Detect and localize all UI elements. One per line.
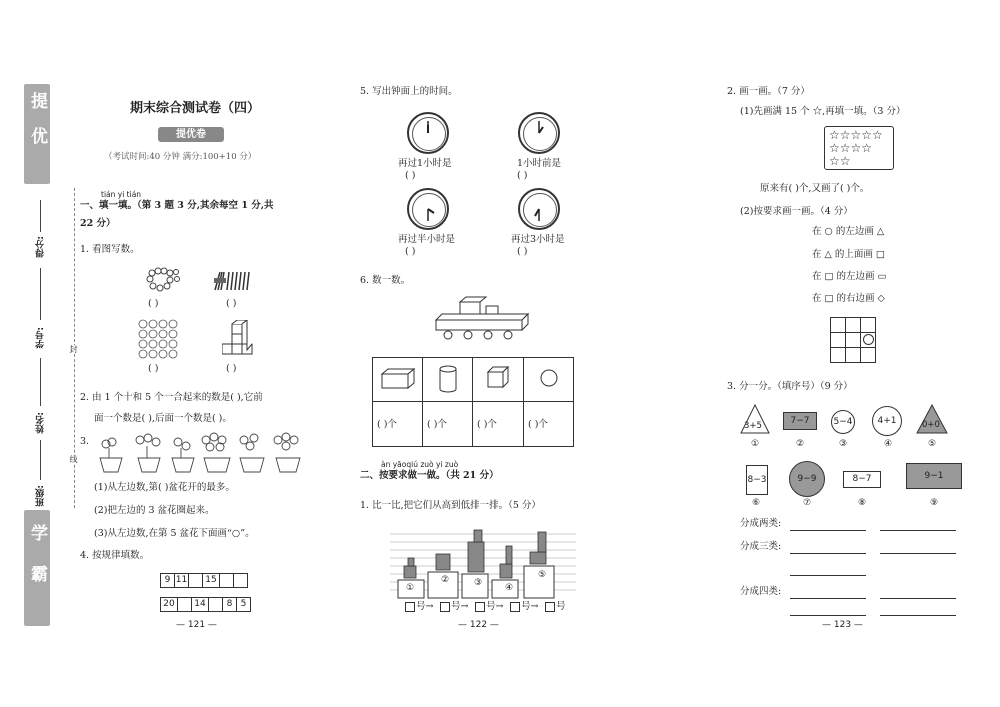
clock-2 [518, 112, 560, 154]
p3-q2-1-fill: 原来有( )个,又画了( )个。 [760, 183, 870, 194]
seq1-cell: 15 [202, 573, 220, 588]
card-num-9: ⑨ [929, 498, 939, 508]
q5-text: 5. 写出钟面上的时间。 [360, 86, 458, 97]
q3-part-a: (1)从左边数,第( )盆花开的最多。 [94, 482, 235, 493]
order-end: 号 [556, 601, 566, 612]
cuboid-icon [380, 368, 416, 390]
q3-part-b: (2)把左边的 3 盆花圈起来。 [94, 505, 215, 516]
four-class-label: 分成四类: [740, 586, 782, 597]
seq2-cell: 5 [236, 597, 251, 612]
seal-char: 封 [69, 345, 78, 353]
draw-row-4: 在 □ 的右边画 ◇ [812, 293, 885, 304]
two-class-label: 分成两类: [740, 518, 782, 529]
clock-4-answer[interactable]: ( ) [517, 246, 528, 257]
p3-q2-1: (1)先画满 15 个 ☆,再填一填。（3 分） [740, 106, 906, 117]
card-3: 5−4 [831, 410, 855, 434]
page1-number: — 121 — [176, 620, 217, 630]
seq1-cell: 11 [174, 573, 189, 588]
q3-part-c: (3)从左边数,在第 5 盆花下面画“○”。 [94, 528, 255, 539]
two-class-blank-1[interactable] [790, 530, 866, 531]
order-box[interactable] [475, 602, 485, 612]
cylinder-icon [438, 364, 458, 394]
page2-number: — 122 — [458, 620, 499, 630]
id-label: 学号: [36, 327, 46, 349]
animal-num-5: ⑤ [537, 570, 547, 580]
four-class-blank-1[interactable] [790, 598, 866, 599]
id-line [40, 268, 41, 320]
stick-bundle-image [211, 268, 253, 294]
binding-stamp-top [24, 84, 50, 184]
card-num-6: ⑥ [751, 498, 761, 508]
p3-q2-text: 2. 画一画。（7 分） [727, 86, 810, 97]
q1-blank-4[interactable]: ( ) [226, 363, 237, 374]
order-answer-row [405, 601, 580, 615]
count-cell-3[interactable]: ( )个 [477, 419, 497, 430]
card-num-8: ⑧ [857, 498, 867, 508]
card-9: 9−1 [906, 463, 962, 489]
sec2-q1-text: 1. 比一比,把它们从高到低排一排。（5 分） [360, 500, 541, 511]
clock-1-label: 再过1小时是 [398, 158, 452, 169]
q6-text: 6. 数一数。 [360, 275, 411, 286]
card-num-7: ⑦ [802, 498, 812, 508]
three-class-label: 分成三类: [740, 541, 782, 552]
sec1-pinyin: tián yi tián [101, 190, 142, 199]
q4-text: 4. 按规律填数。 [80, 550, 150, 561]
animal-num-1: ① [405, 583, 415, 593]
cube-stack-image [222, 320, 258, 358]
three-class-blank-2[interactable] [880, 553, 956, 554]
name-line [40, 358, 41, 406]
clock-4 [518, 188, 560, 230]
sec2-pinyin: àn yāoqiú zuò yi zuò [381, 460, 459, 469]
page1-title: 期末综合测试卷（四） [130, 101, 261, 116]
sec1-title: 一、填一填。（第 3 题 3 分,其余每空 1 分,共 [80, 200, 274, 211]
difficulty-badge: 提优卷 [158, 127, 224, 142]
count-cell-2[interactable]: ( )个 [427, 419, 447, 430]
order-sep: 号→ [521, 601, 539, 612]
card-2: 7−7 [783, 412, 817, 430]
draw-row-3: 在 □ 的左边画 ▭ [812, 271, 887, 282]
clock-2-label: 1小时前是 [517, 158, 562, 169]
card-num-1: ① [750, 439, 760, 449]
count-table-divider [372, 401, 574, 402]
clock-4-label: 再过3小时是 [511, 234, 565, 245]
card-num-5: ⑤ [927, 439, 937, 449]
clock-3 [407, 188, 449, 230]
seq2-cell: 20 [160, 597, 178, 612]
seq1-cell[interactable] [188, 573, 203, 588]
p3-q3-text: 3. 分一分。（填序号）（9 分） [727, 381, 853, 392]
count-cell-4[interactable]: ( )个 [528, 419, 548, 430]
stamp-top-text: 提优 [27, 92, 47, 162]
order-box[interactable] [440, 602, 450, 612]
sec1-title-cont: 22 分） [80, 218, 116, 229]
count-cell-1[interactable]: ( )个 [377, 419, 397, 430]
seq1-cell[interactable] [219, 573, 234, 588]
q1-text: 1. 看图写数。 [80, 244, 140, 255]
binding-stamp-bottom [24, 510, 50, 626]
q1-blank-1[interactable]: ( ) [148, 298, 159, 309]
q1-blank-2[interactable]: ( ) [226, 298, 237, 309]
star-content: ☆☆☆☆☆ ☆☆☆☆ ☆☆ [829, 128, 883, 168]
animal-num-2: ② [440, 575, 450, 585]
seq1-cell[interactable] [233, 573, 248, 588]
two-class-blank-2[interactable] [880, 530, 956, 531]
clock-1-answer[interactable]: ( ) [405, 170, 416, 181]
page3-number: — 123 — [822, 620, 863, 630]
class-line [40, 440, 41, 480]
order-box[interactable] [405, 602, 415, 612]
three-class-blank-1[interactable] [790, 553, 866, 554]
draw-row-1: 在 ○ 的左边画 △ [812, 226, 885, 237]
score-label: 得分: [36, 236, 46, 258]
order-box[interactable] [545, 602, 555, 612]
order-sep: 号→ [451, 601, 469, 612]
four-class-blank-2[interactable] [880, 598, 956, 599]
exam-meta: （考试时间:40 分钟 满分:100+10 分） [104, 152, 257, 162]
card-num-4: ④ [883, 439, 893, 449]
card-6: 8−3 [746, 465, 768, 495]
name-label: 姓名: [36, 412, 46, 434]
q2-line2: 面一个数是( ),后面一个数是( )。 [94, 413, 232, 424]
three-class-blank-3[interactable] [790, 575, 866, 576]
stamp-bottom-text: 学霸 [27, 524, 47, 606]
seq2-cell[interactable] [177, 597, 192, 612]
q2-line1: 2. 由 1 个十和 5 个一合起来的数是( ),它前 [80, 392, 263, 403]
score-line [40, 200, 41, 232]
clock-2-answer[interactable]: ( ) [517, 170, 528, 181]
sec2-title: 二、按要求做一做。（共 21 分） [360, 470, 499, 481]
card-8: 8−7 [843, 471, 881, 488]
seq1-cell: 9 [160, 573, 175, 588]
order-sep: 号→ [486, 601, 504, 612]
count-col-divider [523, 357, 524, 447]
card-4: 4+1 [872, 406, 902, 436]
card-7: 9−9 [789, 461, 825, 497]
clock-3-answer[interactable]: ( ) [405, 246, 416, 257]
apple-grid-image [137, 318, 181, 360]
p3-q2-2: (2)按要求画一画。（4 分） [740, 206, 853, 217]
line-char: 线 [69, 455, 78, 463]
card-1-text: 3+5 [744, 421, 762, 431]
seq2-cell[interactable] [208, 597, 223, 612]
q1-blank-3[interactable]: ( ) [148, 363, 159, 374]
four-class-blank-4[interactable] [880, 615, 956, 616]
draw-row-2: 在 △ 的上面画 □ [812, 249, 885, 260]
flower-pots-image [94, 432, 308, 474]
count-col-divider [422, 357, 423, 447]
clock-3-label: 再过半小时是 [398, 234, 456, 245]
class-label: 班级: [36, 485, 46, 507]
animal-num-4: ④ [504, 583, 514, 593]
bead-ring-image [144, 267, 180, 295]
card-5-text: 0+0 [922, 420, 940, 430]
seq2-cell: 14 [191, 597, 209, 612]
four-class-blank-3[interactable] [790, 615, 866, 616]
block-truck-image [432, 296, 532, 342]
card-num-3: ③ [838, 439, 848, 449]
draw-grid[interactable] [831, 318, 876, 363]
order-box[interactable] [510, 602, 520, 612]
animal-num-3: ③ [473, 578, 483, 588]
order-sep: 号→ [416, 601, 434, 612]
count-col-divider [472, 357, 473, 447]
card-num-2: ② [795, 439, 805, 449]
cube-icon [486, 366, 510, 390]
seq2-cell: 8 [222, 597, 237, 612]
star-box [824, 126, 894, 170]
q3-label: 3. [80, 436, 90, 447]
sphere-icon [539, 368, 559, 388]
clock-1 [407, 112, 449, 154]
